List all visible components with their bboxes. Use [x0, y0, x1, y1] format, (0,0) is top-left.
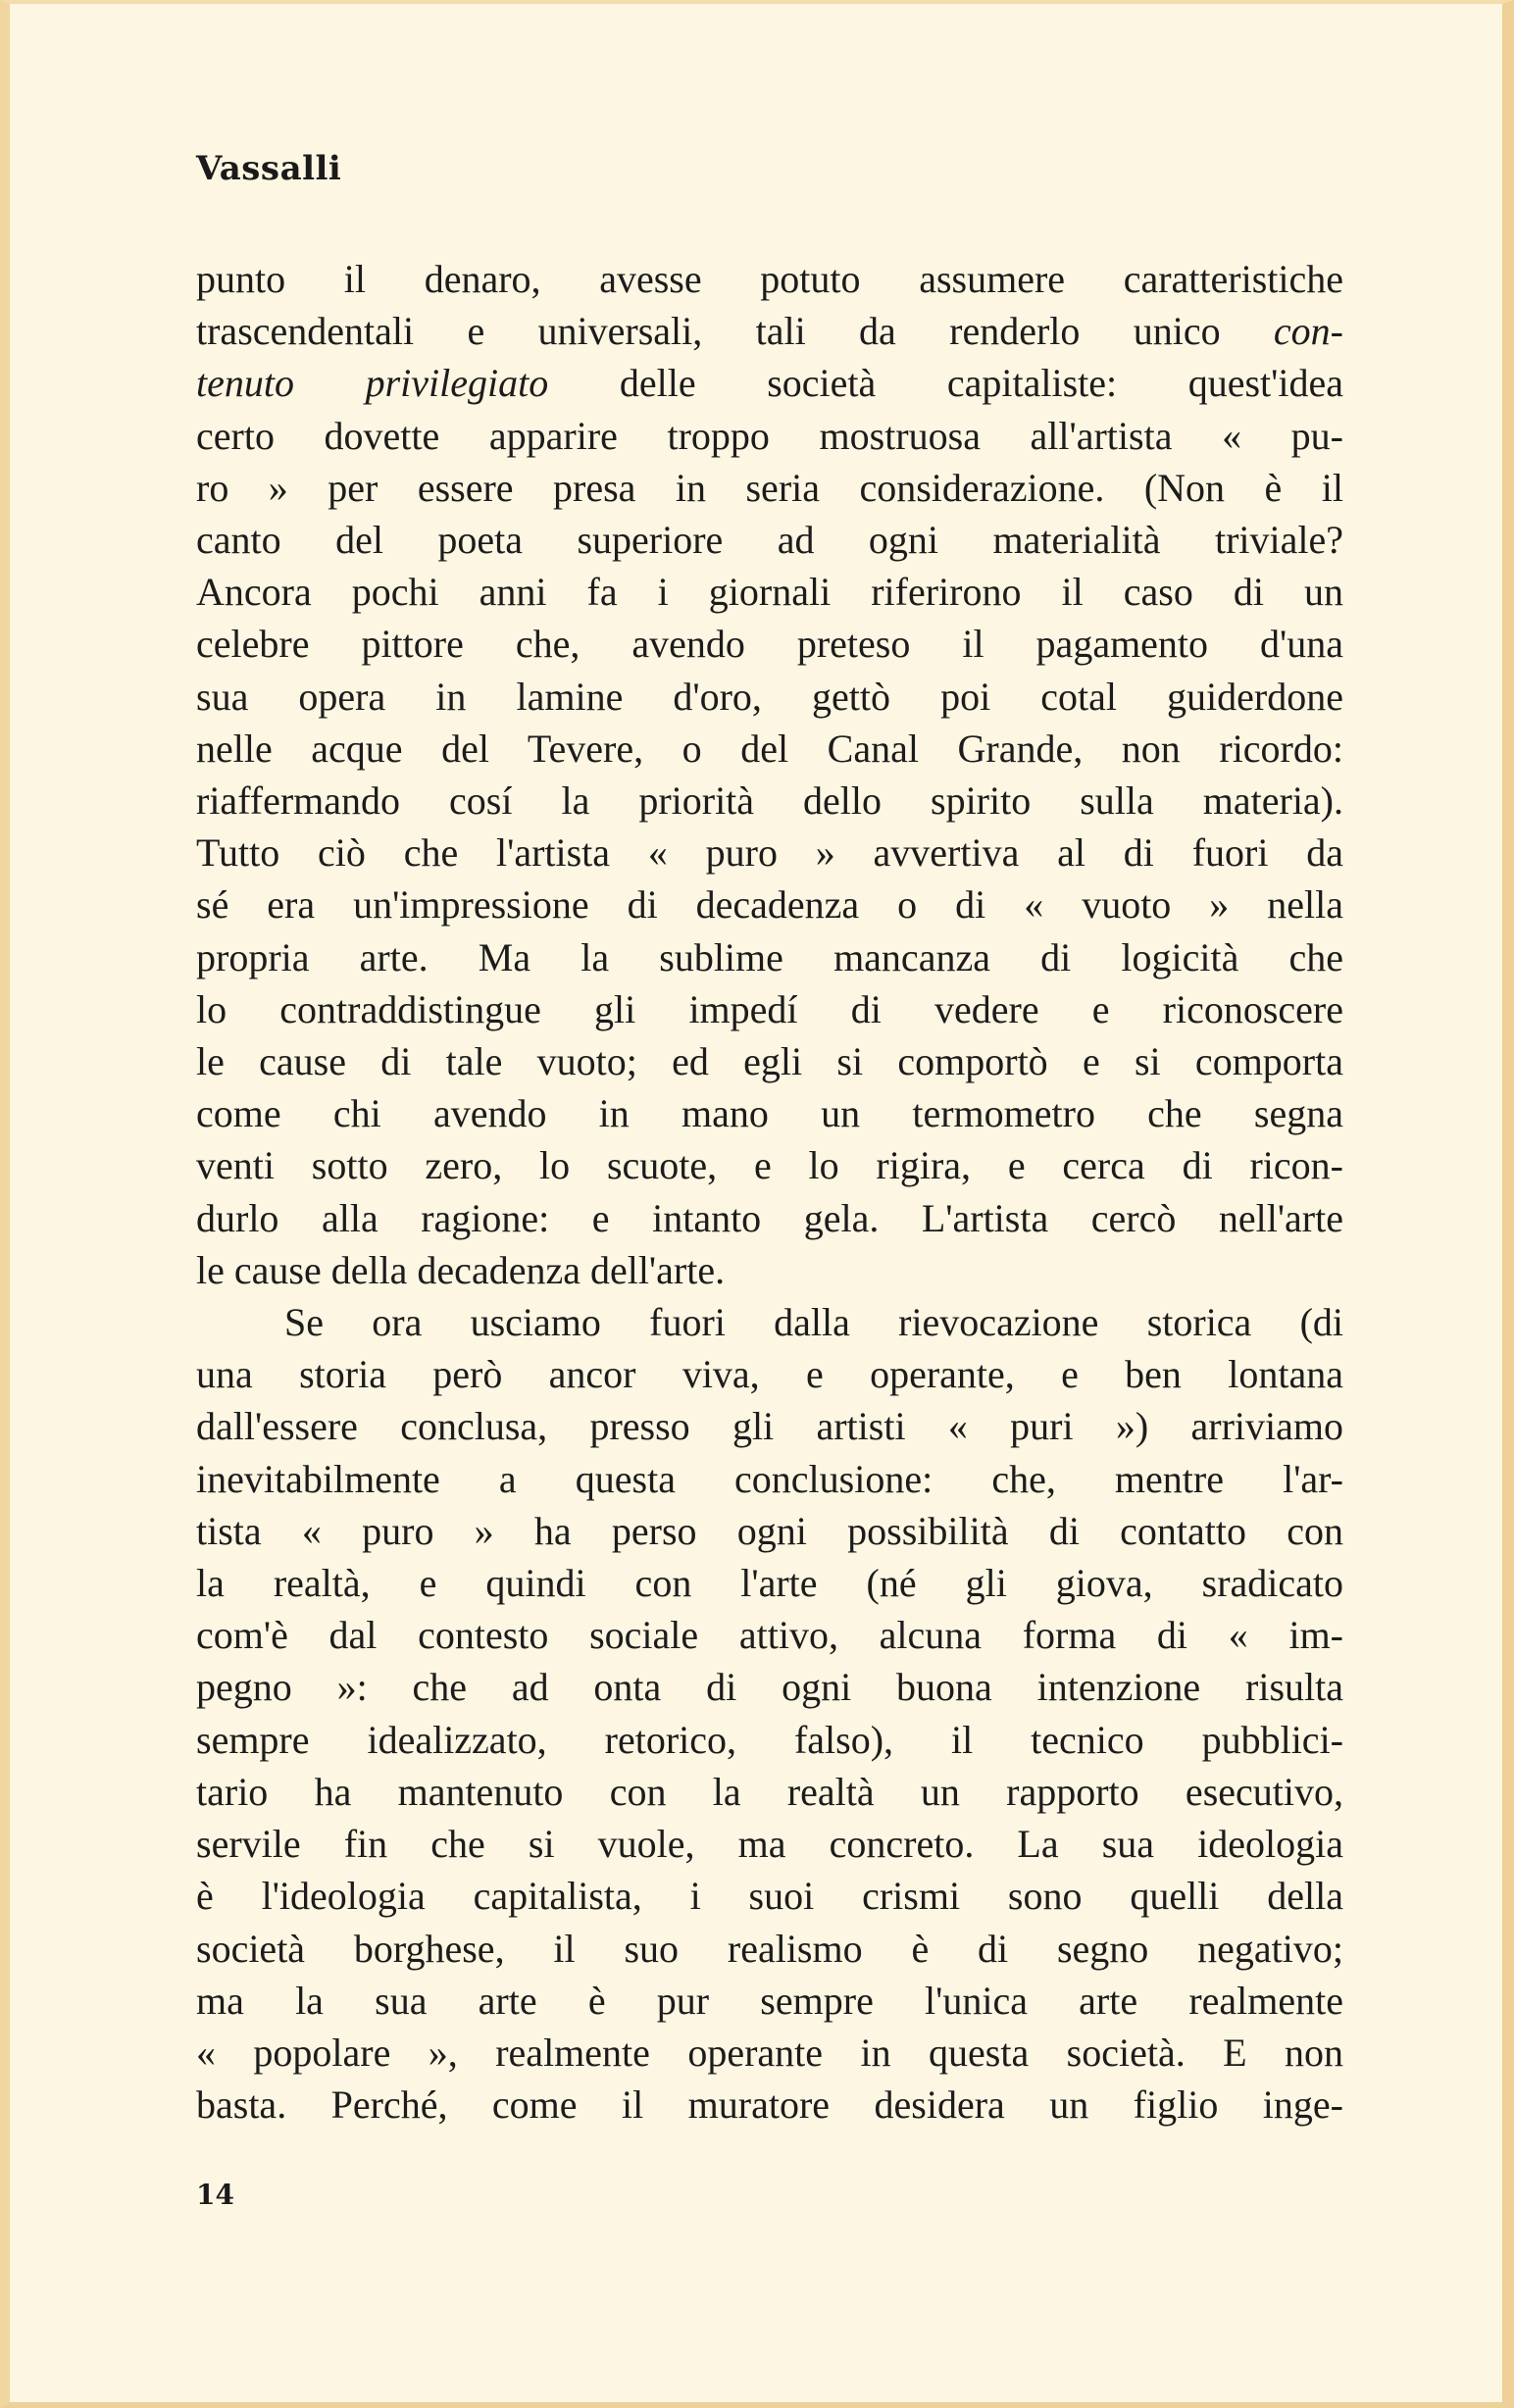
text-line: società borghese, il suo realismo è di segno negativo;	[196, 1926, 1343, 1971]
text-line: venti sotto zero, lo scuote, e lo rigira, e cerca di ricon-	[196, 1143, 1343, 1188]
text-line: Tutto ciò che l'artista « puro » avvertiva al di fuori da	[196, 830, 1343, 876]
text-line: sempre idealizzato, retorico, falso), il tecnico pubblici-	[196, 1717, 1343, 1762]
text-line: basta. Perché, come il muratore desidera un figlio inge-	[196, 2082, 1343, 2128]
text-line: lo contraddistingue gli impedí di vedere e riconoscere	[196, 986, 1343, 1031]
text-line: propria arte. Ma la sublime mancanza di logicità che	[196, 934, 1343, 979]
page-number: 14	[196, 2179, 234, 2211]
text-line: tario ha mantenuto con la realtà un rapporto esecutivo,	[196, 1769, 1343, 1814]
text-line: dall'essere conclusa, presso gli artisti « puri ») arriviamo	[196, 1404, 1343, 1449]
text-line: pegno »: che ad onta di ogni buona intenzione risulta	[196, 1665, 1343, 1710]
text-line: punto il denaro, avesse potuto assumere caratteristiche	[196, 257, 1343, 301]
text-line: durlo alla ragione: e intanto gela. L'artista cercò nell'arte	[196, 1195, 1343, 1240]
text-line: ma la sua arte è pur sempre l'unica arte realmente	[196, 1978, 1343, 2023]
text-line: Se ora usciamo fuori dalla rievocazione storica (di	[284, 1300, 1343, 1345]
body-text	[196, 253, 1343, 2131]
text-line: nelle acque del Tevere, o del Canal Grande, non ricordo:	[196, 726, 1343, 771]
text-line: come chi avendo in mano un termometro che segna	[196, 1091, 1343, 1136]
italic-span: con-	[1273, 309, 1343, 354]
text-line: tista « puro » ha perso ogni possibilità di contatto con	[196, 1508, 1343, 1553]
text-line: canto del poeta superiore ad ogni materialità triviale?	[196, 518, 1343, 563]
text-line: com'è dal contesto sociale attivo, alcuna forma di « im-	[196, 1613, 1343, 1658]
text-span: delle società capitaliste: quest'idea	[548, 361, 1343, 406]
text-line: sé era un'impressione di decadenza o di « vuoto » nella	[196, 882, 1343, 928]
text-line: è l'ideologia capitalista, i suoi crismi sono quelli della	[196, 1874, 1343, 1919]
text-line	[196, 305, 1343, 357]
text-line: celebre pittore che, avendo preteso il pagamento d'una	[196, 622, 1343, 667]
running-header: Vassalli	[196, 149, 342, 188]
text-line: « popolare », realmente operante in questa società. E non	[196, 2030, 1343, 2075]
text-line: Ancora pochi anni fa i giornali riferirono il caso di un	[196, 570, 1343, 615]
text-span: trascendentali e universali, tali da renderlo unico	[196, 309, 1274, 354]
text-line: la realtà, e quindi con l'arte (né gli giova, sradicato	[196, 1561, 1343, 1606]
text-line: certo dovette apparire troppo mostruosa all'artista « pu-	[196, 413, 1343, 458]
text-line	[196, 357, 1343, 409]
text-line: sua opera in lamine d'oro, gettò poi cotal guiderdone	[196, 674, 1343, 719]
text-line: riaffermando cosí la priorità dello spirito sulla materia).	[196, 778, 1343, 824]
text-line: le cause della decadenza dell'arte.	[196, 1247, 726, 1292]
text-line: ro » per essere presa in seria considerazione. (Non è il	[196, 465, 1343, 510]
text-line: una storia però ancor viva, e operante, e ben lontana	[196, 1352, 1343, 1397]
text-line: inevitabilmente a questa conclusione: che, mentre l'ar-	[196, 1456, 1343, 1501]
italic-span: tenuto privilegiato	[196, 361, 549, 406]
text-line: le cause di tale vuoto; ed egli si comportò e si comporta	[196, 1039, 1343, 1084]
text-line: servile fin che si vuole, ma concreto. La sua ideologia	[196, 1822, 1343, 1867]
